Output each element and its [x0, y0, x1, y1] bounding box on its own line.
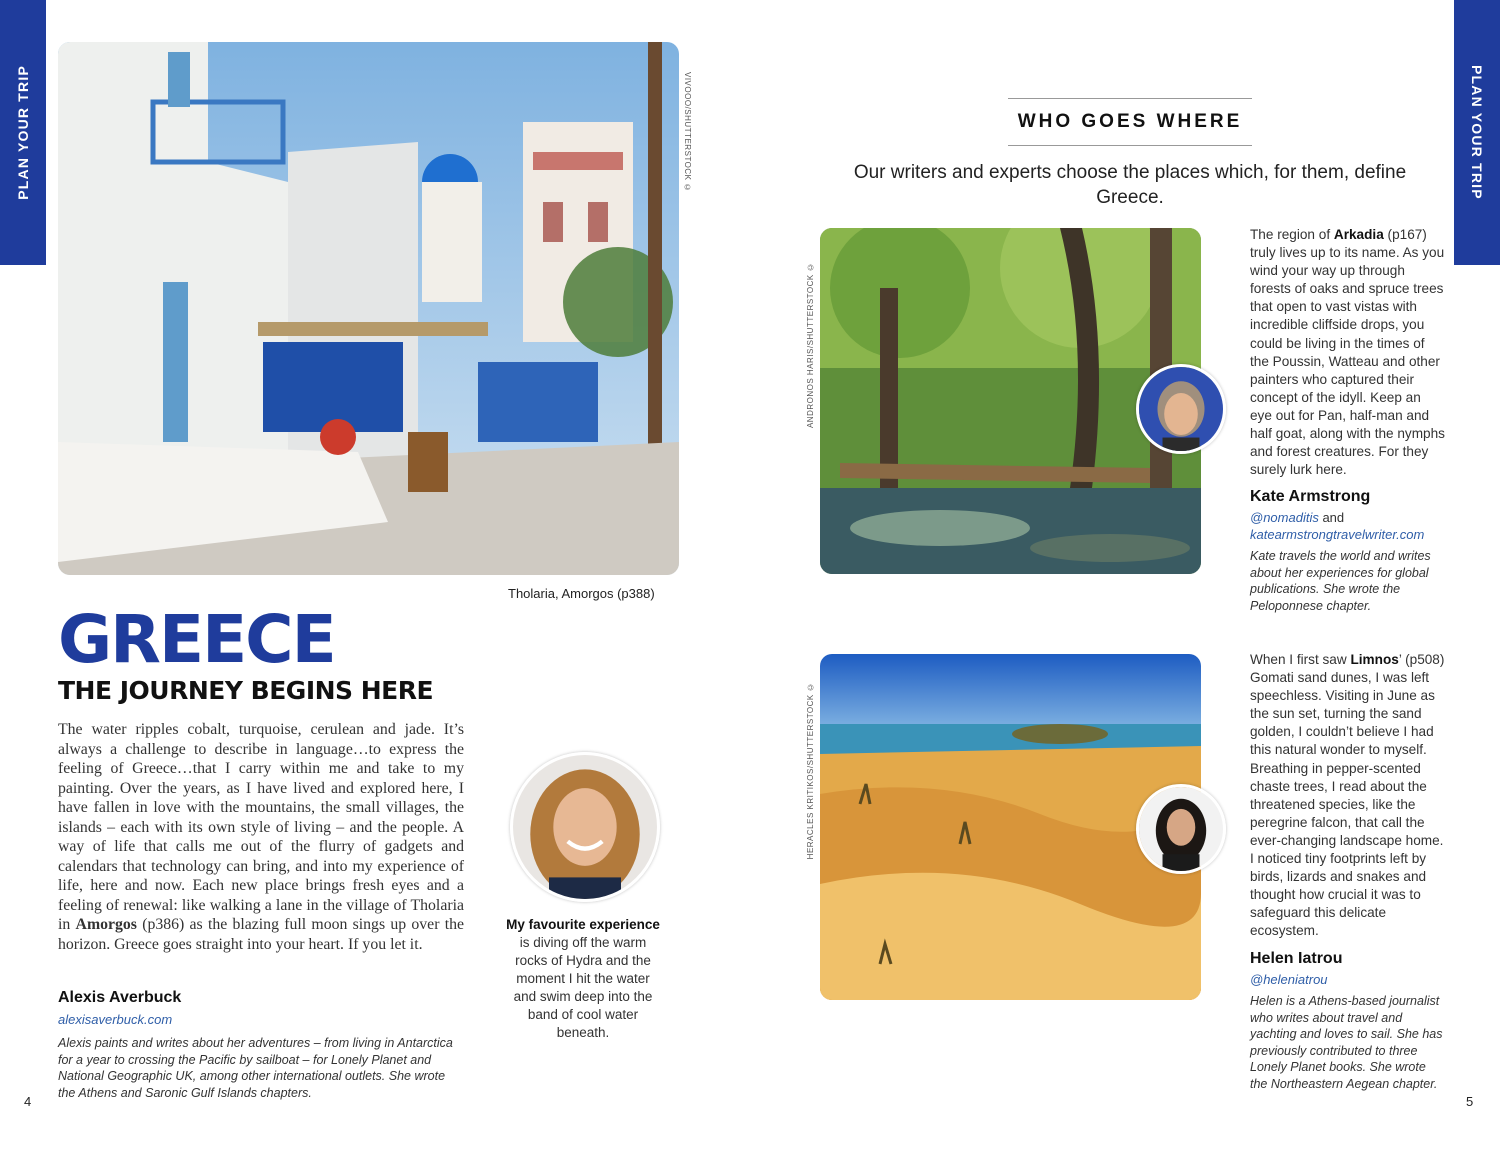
page-title: GREECE: [58, 601, 335, 678]
limnos-text: [1250, 651, 1445, 941]
intro-place-amorgos: Amorgos: [75, 916, 137, 933]
helen-bio: Helen is a Athens-based journalist who writes about travel and yachting and loves to sail. She has previously contributed to three Lonely Planet books. She wrote the Northeastern Aegean chapter.: [1250, 994, 1443, 1091]
kate-name: Kate Armstrong: [1250, 488, 1371, 505]
kate-site-link[interactable]: katearmstrongtravelwriter.com: [1250, 527, 1425, 542]
limnos-photo-credit: HERACLES KRITIKOS/SHUTTERSTOCK ©: [806, 682, 815, 860]
arkadia-text-a: The region of: [1250, 227, 1334, 242]
intro-text-2: (p386) as the blazing full moon sings up over the horizon. Greece goes straight into your heart. If you let it.: [58, 916, 464, 953]
page-subtitle: THE JOURNEY BEGINS HERE: [58, 676, 434, 705]
side-tab-right: [1454, 0, 1500, 265]
author-bio: Alexis paints and writes about her adventures – from living in Antarctica for a year to crossing the Pacific by sailboat – for Lonely Planet and National Geographic UK, among other international outlets. She wrote the Athens and Saronic Gulf Islands chapters.: [58, 1036, 453, 1100]
avatar-alexis: [510, 752, 660, 902]
kate-handle-link[interactable]: @nomaditis: [1250, 510, 1319, 525]
avatar-kate: [1136, 364, 1226, 454]
main-photo-credit: VIVOOO/SHUTTERSTOCK ©: [683, 72, 692, 193]
favourite-heading: My favourite experience: [506, 917, 660, 932]
limnos-place: Limnos: [1350, 652, 1399, 667]
arkadia-text-b: (p167) truly lives up to its name. As you wind your way up through forests of oaks and spruce trees that open to vast vistas with incredible cliffside drops, you could be living in the times of the Poussin, Watteau and other painters who captured their concept of the idyll. Keep an eye out for Pan, half-man and half goat, along with the nymphs and forest creatures. For they surely lurk here.: [1250, 227, 1445, 478]
limnos-text-b: ’ (p508) Gomati sand dunes, I was left speechless. Visiting in June as the sun set, turning the sand golden, I couldn’t believe I had this natural wonder to myself. Breathing in pepper-scented chaste trees, I read about the threatened species, like the peregrine falcon, that call the ever-changing landscape home. I noticed tiny footprints left by birds, lizards and snakes and thought how crucial it was to safeguard this delicate ecosystem.: [1250, 652, 1445, 939]
kate-handles: [1250, 509, 1445, 543]
avatar-helen: [1136, 784, 1226, 874]
arkadia-place: Arkadia: [1333, 227, 1384, 242]
main-photo-tholaria: [58, 42, 679, 575]
page-number-right: 5: [1466, 1094, 1474, 1109]
helen-handle-link[interactable]: @heleniatrou: [1250, 972, 1328, 987]
intro-paragraph: [58, 720, 464, 954]
main-photo-caption: Tholaria, Amorgos (p388): [508, 586, 655, 601]
kate-and: and: [1318, 510, 1345, 525]
side-tab-left: [0, 0, 46, 265]
limnos-text-a: When I first saw: [1250, 652, 1351, 667]
intro-text-1: The water ripples cobalt, turquoise, cerulean and jade. It’s always a challenge to describe in language…to express the feeling of Greece…that I carry within me and take to my painting. Over the years, as I have lived and explored here, I have fallen in love with the mountains, the small villages, the islands – each with its own style of living – and the people. A way of life that calls me out of the flurry of gadgets and calendars that technology can bring, and into my experience of life, here and now. Each new place brings fresh eyes and a feeling of renewal: like walking a lane in the village of Tholaria in: [58, 721, 464, 933]
section-subheading: Our writers and experts choose the places which, for them, define Greece.: [853, 162, 1407, 208]
author-name: Alexis Averbuck: [58, 989, 182, 1006]
favourite-text: is diving off the warm rocks of Hydra and the moment I hit the water and swim deep into the band of cool water beneath.: [513, 935, 653, 1040]
page-number-left: 4: [24, 1094, 32, 1109]
kate-bio: Kate travels the world and writes about her experiences for global publications. She wrote the Peloponnese chapter.: [1250, 549, 1431, 613]
helen-name: Helen Iatrou: [1250, 950, 1343, 967]
arkadia-text: [1250, 226, 1445, 479]
author-website-link[interactable]: alexisaverbuck.com: [58, 1012, 173, 1027]
favourite-experience: [506, 916, 660, 1042]
side-tab-left-label: PLAN YOUR TRIP: [15, 65, 31, 200]
section-heading: WHO GOES WHERE: [1008, 98, 1252, 146]
side-tab-right-label: PLAN YOUR TRIP: [1469, 65, 1485, 200]
arkadia-photo-credit: ANDRONOS HARIS/SHUTTERSTOCK ©: [806, 262, 815, 429]
